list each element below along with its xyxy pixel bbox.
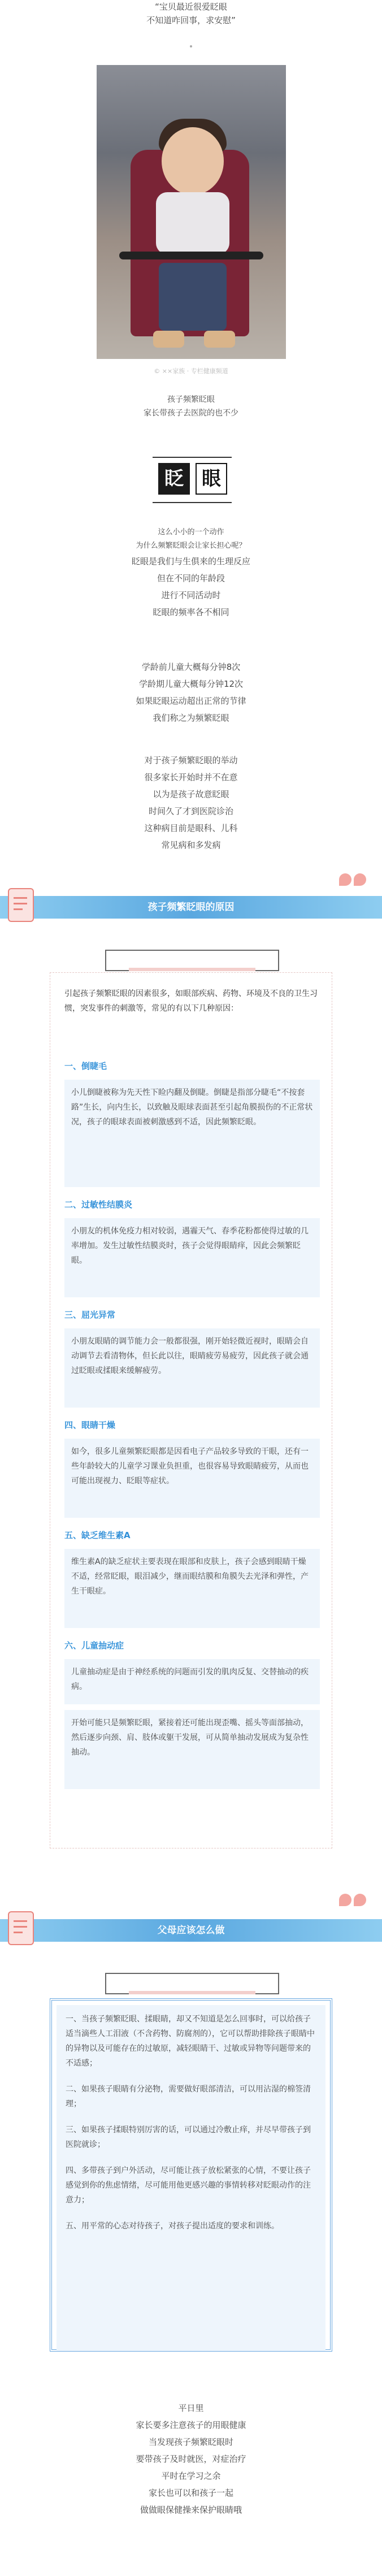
advice-4: 四、多带孩子到户外活动，尽可能让孩子放松紧张的心情，不要让孩子感觉到你的焦虑情绪，尽可能用他更感兴趣的事情转移对眨眼动作的注意力； [66,2166,311,2205]
worry-line-3: 时间久了才到医院诊治 [148,806,233,816]
explain-line-1: 这么小小的一个动作 [158,528,224,536]
child-photo [97,65,286,359]
divider-dot [190,45,192,47]
advice-1: 一、当孩子频繁眨眼、揉眼睛，却又不知道是怎么回事时，可以给孩子适当滴些人工泪液（不含药物、防腐剂的），它可以帮助排除孩子眼睛中的异物以及可能存在的过敏原，减轻眼睛干、过敏或异物等问题带来的不适感； [66,2015,315,2068]
reason-text-1: 小儿倒睫被称为先天性下睑内翻及倒睫。倒睫是指部分睫毛“不按套路”生长，向内生长，以致触及眼球表面甚至引起角膜损伤的不正常状况，孩子的眼球表面被刺激感到不适，因此频繁眨眼。 [64,1080,320,1187]
blink-char-1: 眨 [158,463,190,495]
reason-title-1: 一、倒睫毛 [64,1061,107,1071]
reason-title-2: 二、过敏性结膜炎 [64,1200,133,1210]
section-banner-parents [0,1919,382,1942]
worry-line-5: 常见病和多发病 [161,840,221,850]
reason-text-6: 儿童抽动症是由于神经系统的问题而引发的肌肉反复、交替抽动的疾病。 [64,1659,320,1704]
section-title-parents: 父母应该怎么做 [157,1925,225,1936]
stats-line-2: 如果眨眼运动超出正常的节律 [136,696,246,706]
explain-block [0,526,382,621]
explain-text-0: 眨眼是我们与生俱来的生理反应 [131,556,250,566]
quote-line-2: 不知道咋回事，求安慰” [146,15,236,25]
reason-title-6: 六、儿童抽动症 [64,1640,124,1651]
intro-line-2: 家长带孩子去医院的也不少 [144,409,238,418]
intro-line-1: 孩子频繁眨眼 [167,395,215,404]
reason-text-3: 小朋友眼睛的调节能力会一般都很强，刚开始轻微近视时，眼睛会自动调节去看清物体，但长此以往，眼睛疲劳易疲劳，因此孩子就会通过眨眼或揉眼来缓解疲劳。 [64,1328,320,1408]
worry-line-4: 这种病目前是眼科、儿科 [144,823,238,833]
section-banner-reasons [0,896,382,919]
parents-panel [57,2005,325,2351]
worry-line-1: 很多家长开始时并不在意 [144,772,238,782]
worry-line-0: 对于孩子频繁眨眼的举动 [144,755,238,765]
closing-block [0,2400,382,2518]
legs-shape [159,263,227,331]
shoe-left [153,331,184,348]
blink-title-graphic [153,457,232,503]
explain-text-1: 但在不同的年龄段 [157,573,225,583]
reason-title-5: 五、缺乏维生素A [64,1530,131,1540]
section-tab-decoration [105,950,279,971]
stats-line-0: 学龄前儿童大概每分钟8次 [141,662,241,672]
quote-mark-icon-2 [339,1894,373,1911]
shoe-right [204,331,235,348]
intro-text [0,393,382,420]
explain-text-2: 进行不同活动时 [161,590,221,600]
worry-line-2: 以为是孩子故意眨眼 [153,789,229,799]
reasons-intro: 引起孩子频繁眨眼的因素很多，如眼部疾病、药物、环境及不良的卫生习惯，突发事件的刺激等，常见的有以下几种原因： [64,989,318,1013]
section-title-reasons: 孩子频繁眨眼的原因 [147,902,235,913]
blink-char-2: 眼 [196,463,227,495]
advice-5: 五、用平常的心态对待孩子，对孩子提出适度的要求和训练。 [66,2222,279,2231]
head-shape [162,127,224,195]
closing-line-4: 平时在学习之余 [161,2471,221,2481]
advice-2: 二、如果孩子眼睛有分泌物，需要做好眼部清洁，可以用沾湿的棉签清理； [66,2085,311,2109]
reason-title-4: 四、眼睛干燥 [64,1420,116,1430]
reason-text-4: 如今，很多儿童频繁眨眼都是因看电子产品较多导致的干眼，还有一些年龄较大的儿童学习课业负担重，也很容易导致眼睛疲劳，从而也可能出现视力、眨眼等症状。 [64,1439,320,1518]
closing-line-5: 家长也可以和孩子一起 [148,2488,233,2498]
quote-line-1: “宝贝最近很爱眨眼 [155,2,227,12]
advice-3: 三、如果孩子揉眼特别厉害的话，可以通过冷敷止痒，并尽早带孩子到医院就诊； [66,2125,311,2149]
reason-text-2: 小朋友的机体免疫力相对较弱，遇霾天气、春季花粉都使得过敏的几率增加。发生过敏性结膜炎时，孩子会觉得眼睛痒，因此会频繁眨眼。 [64,1218,320,1297]
worry-block [0,752,382,854]
explain-text-3: 眨眼的频率各不相同 [153,607,229,617]
stats-block [0,659,382,726]
quote-mark-icon [339,873,373,890]
reason-text-5: 维生素A的缺乏症状主要表现在眼部和皮肤上，孩子会感到眼睛干燥不适，经常眨眼，眼泪减少，继而眼结膜和角膜失去光泽和弹性，产生干眼症。 [64,1549,320,1628]
stats-line-1: 学龄期儿童大概每分钟12次 [138,679,244,689]
stats-line-3: 我们称之为频繁眨眼 [153,713,229,723]
explain-line-2: 为什么频繁眨眼会让家长担心呢？ [136,542,246,550]
closing-line-3: 要带孩子及时就医，对症治疗 [136,2454,246,2464]
photo-caption: © ××家族 · 专栏健康频道 [154,367,228,375]
shirt-shape [156,192,229,254]
closing-line-2: 当发现孩子频繁眨眼时 [148,2437,233,2447]
closing-line-6: 做做眼保健操来保护眼睛哦 [140,2505,242,2515]
opening-quote [0,0,382,27]
closing-line-0: 平日里 [178,2403,204,2413]
reason-title-3: 三、屈光异常 [64,1310,116,1320]
closing-line-1: 家长要多注意孩子的用眼健康 [136,2420,246,2430]
reason-text-6b: 开始可能只是频繁眨眼，紧接着还可能出现歪嘴、摇头等面部抽动，然后逐步向颈、肩、肢体或躯干发展，可从简单抽动发展成为复杂性抽动。 [64,1710,320,1789]
section-tab-decoration-2 [105,1973,279,1994]
stroller-bar [119,252,263,259]
